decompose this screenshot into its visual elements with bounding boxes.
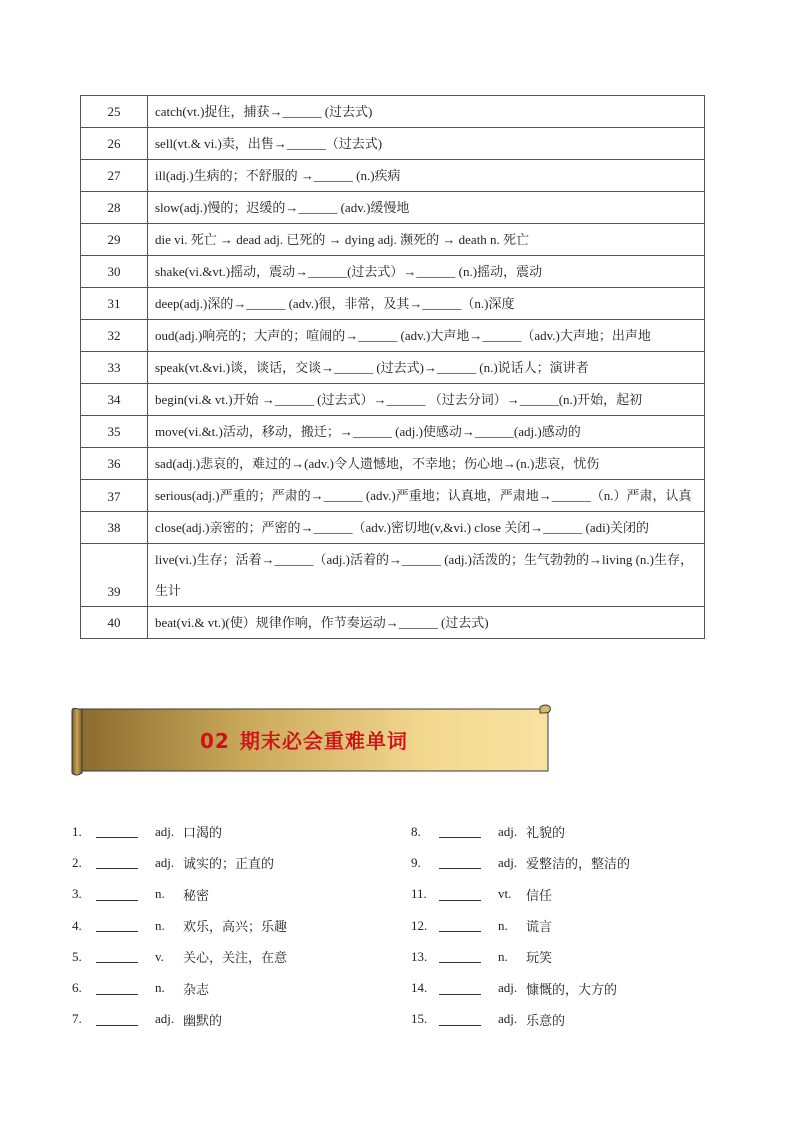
meaning: 慷慨的，大方的 (526, 981, 618, 997)
part-of-speech: adj. (155, 854, 175, 870)
list-item (72, 972, 287, 1003)
list-item (72, 941, 287, 972)
table-row (81, 352, 705, 384)
meaning: 口渴的 (183, 825, 223, 841)
row-number: 26 (81, 128, 148, 160)
word-list-left-column (72, 816, 287, 1035)
item-number: 1. (72, 823, 82, 839)
list-item (411, 879, 630, 910)
item-number: 14. (411, 980, 428, 996)
list-item (411, 910, 630, 941)
meaning: 乐意的 (526, 1012, 566, 1028)
part-of-speech: n. (498, 948, 508, 964)
answer-blank[interactable] (96, 856, 138, 869)
table-row (81, 480, 705, 512)
part-of-speech: adj. (155, 823, 175, 839)
row-text: oud(adj.)响亮的；大声的；喧闹的→______ (adv.)大声地→______（adv.)大声地；出声地 (148, 320, 705, 352)
list-item (72, 1004, 287, 1035)
row-text: move(vi.&t.)活动，移动，搬迁；→______ (adj.)使感动→______(adj.)感动的 (148, 416, 705, 448)
table-row (81, 128, 705, 160)
table-row (81, 607, 705, 639)
list-item (411, 816, 630, 847)
meaning: 欢乐，高兴；乐趣 (183, 919, 288, 935)
answer-blank[interactable] (96, 982, 138, 995)
item-number: 8. (411, 823, 421, 839)
list-item (72, 879, 287, 910)
row-text: live(vi.)生存；活着→______（adj.)活着的→______ (adj.)活泼的；生气勃勃的→living (n.)生存，生计 (148, 544, 705, 607)
part-of-speech: n. (498, 917, 508, 933)
answer-blank[interactable] (439, 888, 481, 901)
row-text: catch(vt.)捉住，捕获→______ (过去式) (148, 96, 705, 128)
list-item (411, 847, 630, 878)
table-row (81, 544, 705, 607)
banner-heading: 期末必会重难单词 (239, 729, 408, 753)
vocab-table (80, 95, 705, 639)
meaning: 诚实的；正直的 (183, 856, 275, 872)
meaning: 玩笑 (526, 950, 553, 966)
row-number: 38 (81, 512, 148, 544)
item-number: 13. (411, 948, 428, 964)
answer-blank[interactable] (96, 825, 138, 838)
table-row (81, 384, 705, 416)
answer-blank[interactable] (439, 982, 481, 995)
part-of-speech: n. (155, 980, 165, 996)
row-number: 40 (81, 607, 148, 639)
row-text: shake(vi.&vt.)摇动，震动→______(过去式）→______ (n.)摇动，震动 (148, 256, 705, 288)
section-banner (70, 703, 552, 779)
row-text: sad(adj.)悲哀的，难过的→(adv.)令人遗憾地，不幸地；伤心地→(n.)悲哀，忧伤 (148, 448, 705, 480)
row-number: 25 (81, 96, 148, 128)
table-row (81, 288, 705, 320)
meaning: 关心，关注，在意 (183, 950, 288, 966)
meaning: 秘密 (183, 887, 210, 903)
item-number: 7. (72, 1011, 82, 1027)
row-text: beat(vi.& vt.)(使）规律作响，作节奏运动→______ (过去式) (148, 607, 705, 639)
row-text: close(adj.)亲密的；严密的→______（adv.)密切地(v,&vi.) close 关闭→______ (adi)关闭的 (148, 512, 705, 544)
row-number: 31 (81, 288, 148, 320)
part-of-speech: n. (155, 886, 165, 902)
item-number: 5. (72, 948, 82, 964)
banner-title (200, 725, 408, 754)
item-number: 11. (411, 886, 427, 902)
row-text: slow(adj.)慢的；迟缓的→______ (adv.)缓慢地 (148, 192, 705, 224)
list-item (72, 847, 287, 878)
table-row (81, 416, 705, 448)
table-row (81, 448, 705, 480)
row-text: serious(adj.)严重的；严肃的→______ (adv.)严重地；认真地，严肃地→______（n.）严肃，认真 (148, 480, 705, 512)
word-list-right-column (411, 816, 630, 1035)
table-row (81, 224, 705, 256)
part-of-speech: n. (155, 917, 165, 933)
table-row (81, 192, 705, 224)
list-item (411, 1004, 630, 1035)
row-text: speak(vt.&vi.)谈，谈话，交谈→______ (过去式)→______ (n.)说话人；演讲者 (148, 352, 705, 384)
item-number: 9. (411, 854, 421, 870)
meaning: 信任 (526, 887, 553, 903)
item-number: 3. (72, 886, 82, 902)
meaning: 礼貌的 (526, 825, 566, 841)
list-item (72, 816, 287, 847)
part-of-speech: vt. (498, 886, 512, 902)
meaning: 杂志 (183, 981, 210, 997)
answer-blank[interactable] (96, 919, 138, 932)
table-row (81, 320, 705, 352)
row-number: 32 (81, 320, 148, 352)
answer-blank[interactable] (96, 950, 138, 963)
item-number: 6. (72, 980, 82, 996)
row-number: 33 (81, 352, 148, 384)
part-of-speech: adj. (498, 823, 518, 839)
answer-blank[interactable] (96, 1013, 138, 1026)
answer-blank[interactable] (439, 856, 481, 869)
part-of-speech: adj. (155, 1011, 175, 1027)
banner-number: 02 (200, 729, 230, 753)
table-row (81, 256, 705, 288)
item-number: 2. (72, 854, 82, 870)
row-number: 35 (81, 416, 148, 448)
part-of-speech: adj. (498, 980, 518, 996)
answer-blank[interactable] (96, 888, 138, 901)
row-number: 36 (81, 448, 148, 480)
meaning: 幽默的 (183, 1012, 223, 1028)
list-item (411, 972, 630, 1003)
answer-blank[interactable] (439, 825, 481, 838)
part-of-speech: adj. (498, 854, 518, 870)
item-number: 12. (411, 917, 428, 933)
row-text: begin(vi.& vt.)开始 →______ (过去式）→______ （过去分词）→______(n.)开始，起初 (148, 384, 705, 416)
part-of-speech: v. (155, 948, 164, 964)
table-row (81, 96, 705, 128)
part-of-speech: adj. (498, 1011, 518, 1027)
meaning: 谎言 (526, 919, 553, 935)
row-number: 30 (81, 256, 148, 288)
row-text: die vi. 死亡 → dead adj. 已死的 → dying adj. 濒死的 → death n. 死亡 (148, 224, 705, 256)
row-number: 39 (81, 544, 148, 607)
answer-blank[interactable] (439, 919, 481, 932)
list-item (411, 941, 630, 972)
row-number: 27 (81, 160, 148, 192)
item-number: 4. (72, 917, 82, 933)
meaning: 爱整洁的，整洁的 (526, 856, 631, 872)
row-number: 28 (81, 192, 148, 224)
row-text: deep(adj.)深的→______ (adv.)很，非常，及其→______（n.)深度 (148, 288, 705, 320)
row-number: 37 (81, 480, 148, 512)
list-item (72, 910, 287, 941)
row-text: sell(vt.& vi.)卖，出售→______（过去式) (148, 128, 705, 160)
row-number: 29 (81, 224, 148, 256)
row-text: ill(adj.)生病的；不舒服的 →______ (n.)疾病 (148, 160, 705, 192)
table-row (81, 160, 705, 192)
answer-blank[interactable] (439, 1013, 481, 1026)
answer-blank[interactable] (439, 950, 481, 963)
table-row (81, 512, 705, 544)
item-number: 15. (411, 1011, 428, 1027)
row-number: 34 (81, 384, 148, 416)
